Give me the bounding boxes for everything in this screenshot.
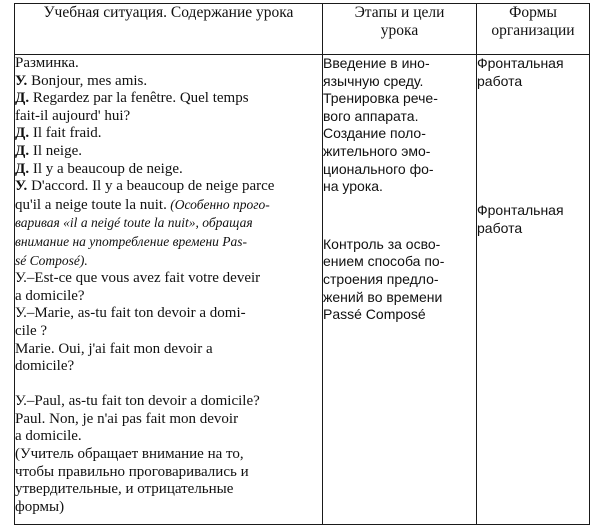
dialogue-text: a domicile. bbox=[15, 428, 82, 445]
dialogue-text: чтобы правильно проговаривались и bbox=[15, 463, 249, 480]
stages-line: Создание поло- bbox=[323, 125, 426, 142]
forms-line: Фронтальная bbox=[477, 202, 564, 219]
stages-spacer bbox=[323, 196, 476, 236]
stages-line: жений во времени bbox=[323, 288, 443, 305]
content-line bbox=[15, 270, 322, 288]
content-line bbox=[15, 233, 322, 252]
dialogue-text: Bonjour, mes amis. bbox=[27, 72, 148, 89]
content-line bbox=[15, 481, 322, 499]
content-line bbox=[15, 55, 322, 73]
content-line bbox=[15, 323, 322, 341]
header-stages bbox=[323, 4, 477, 55]
content-line bbox=[15, 125, 322, 143]
dialogue-text: fait-il aujourd' hui? bbox=[15, 107, 131, 124]
stages-line: ением способа по- bbox=[323, 253, 445, 270]
speaker-label: Д. bbox=[15, 160, 30, 177]
header-forms-line: организации bbox=[491, 22, 575, 39]
dialogue-text: cile ? bbox=[15, 322, 48, 339]
stages-block-control bbox=[323, 236, 476, 324]
lesson-content-lines bbox=[15, 55, 322, 516]
header-forms-line: Формы bbox=[509, 4, 557, 21]
dialogue-text: a domicile? bbox=[15, 287, 85, 304]
content-line bbox=[15, 90, 322, 108]
header-content-label: Учебная ситуация. Содержание урока bbox=[43, 4, 294, 21]
content-line bbox=[15, 411, 322, 429]
speaker-label: У. bbox=[15, 178, 28, 195]
stages-line: язычную среду. bbox=[323, 72, 424, 89]
header-content bbox=[15, 4, 323, 55]
content-line bbox=[15, 214, 322, 233]
teacher-note: (Особенно прого- bbox=[166, 196, 270, 212]
header-stages-line: урока bbox=[380, 22, 419, 39]
dialogue-text: Il neige. bbox=[29, 142, 82, 159]
dialogue-text: Разминка. bbox=[15, 55, 79, 71]
content-line bbox=[15, 178, 322, 196]
content-line bbox=[15, 499, 322, 517]
dialogue-text: Il y a beaucoup de neige. bbox=[29, 160, 183, 177]
header-forms bbox=[477, 4, 590, 55]
dialogue-text: D'accord. Il y a beaucoup de neige parce bbox=[27, 178, 275, 195]
stages-line: Контроль за осво- bbox=[323, 235, 441, 252]
stages-line: на урока. bbox=[323, 178, 383, 195]
forms-block-1 bbox=[477, 55, 589, 90]
speaker-label: Д. bbox=[15, 90, 30, 107]
stages-block-intro bbox=[323, 55, 476, 196]
dialogue-text: Regardez par la fenêtre. Quel temps bbox=[29, 90, 249, 107]
content-line bbox=[15, 108, 322, 126]
dialogue-text: У.–Marie, as-tu fait ton devoir a domi- bbox=[15, 305, 246, 322]
content-line bbox=[15, 446, 322, 464]
content-line bbox=[15, 161, 322, 179]
dialogue-text: qu'il a neige toute la nuit. bbox=[15, 196, 167, 213]
dialogue-text: domicile? bbox=[15, 358, 75, 375]
stages-line: ционального фо- bbox=[323, 160, 434, 177]
speaker-label: Д. bbox=[15, 142, 30, 159]
dialogue-text: (Учитель обращает внимание на то, bbox=[15, 446, 244, 463]
content-line bbox=[15, 288, 322, 306]
body-row bbox=[15, 55, 590, 525]
teacher-note: sé Composé). bbox=[15, 252, 88, 268]
forms-line: работа bbox=[477, 219, 523, 236]
teacher-note: внимание на употребление времени Pas- bbox=[15, 233, 248, 249]
content-line bbox=[15, 341, 322, 359]
speaker-label: Д. bbox=[15, 125, 30, 142]
content-line bbox=[15, 143, 322, 161]
speaker-label: У. bbox=[15, 72, 28, 89]
content-line bbox=[15, 464, 322, 482]
teacher-note: варивая «il a neigé toute la nuit», обращая bbox=[15, 215, 253, 231]
dialogue-text: утвердительные, и отрицательные bbox=[15, 481, 234, 498]
stages-line: Введение в ино- bbox=[323, 55, 430, 71]
stages-cell bbox=[323, 55, 477, 525]
content-line bbox=[15, 73, 322, 91]
stages-line: жительного эмо- bbox=[323, 142, 431, 159]
forms-cell bbox=[477, 55, 590, 525]
stages-line: Passé Composé bbox=[323, 306, 426, 323]
content-line bbox=[15, 196, 322, 215]
forms-line: работа bbox=[477, 72, 523, 89]
forms-block-2 bbox=[477, 202, 589, 237]
content-line bbox=[15, 252, 322, 271]
content-line bbox=[15, 305, 322, 323]
content-line bbox=[15, 393, 322, 411]
content-blank-line bbox=[15, 376, 322, 394]
stages-line: вого аппарата. bbox=[323, 107, 419, 124]
dialogue-text: Il fait fraid. bbox=[29, 125, 102, 142]
forms-line: Фронтальная bbox=[477, 55, 564, 71]
header-stages-line: Этапы и цели bbox=[354, 4, 445, 21]
dialogue-text: У.–Paul, as-tu fait ton devoir a domicile? bbox=[15, 393, 260, 410]
forms-spacer bbox=[477, 90, 589, 202]
dialogue-text: формы) bbox=[15, 498, 65, 515]
lesson-content-cell bbox=[15, 55, 323, 525]
content-line bbox=[15, 428, 322, 446]
dialogue-text: Paul. Non, je n'ai pas fait mon devoir bbox=[15, 410, 239, 427]
stages-line: строения предло- bbox=[323, 270, 439, 287]
content-line bbox=[15, 358, 322, 376]
lesson-plan-table bbox=[14, 3, 590, 525]
dialogue-text: У.–Est-ce que vous avez fait votre deveir bbox=[15, 270, 261, 287]
stages-line: Тренировка рече- bbox=[323, 90, 438, 107]
header-row bbox=[15, 4, 590, 55]
dialogue-text: Marie. Oui, j'ai fait mon devoir a bbox=[15, 340, 213, 357]
